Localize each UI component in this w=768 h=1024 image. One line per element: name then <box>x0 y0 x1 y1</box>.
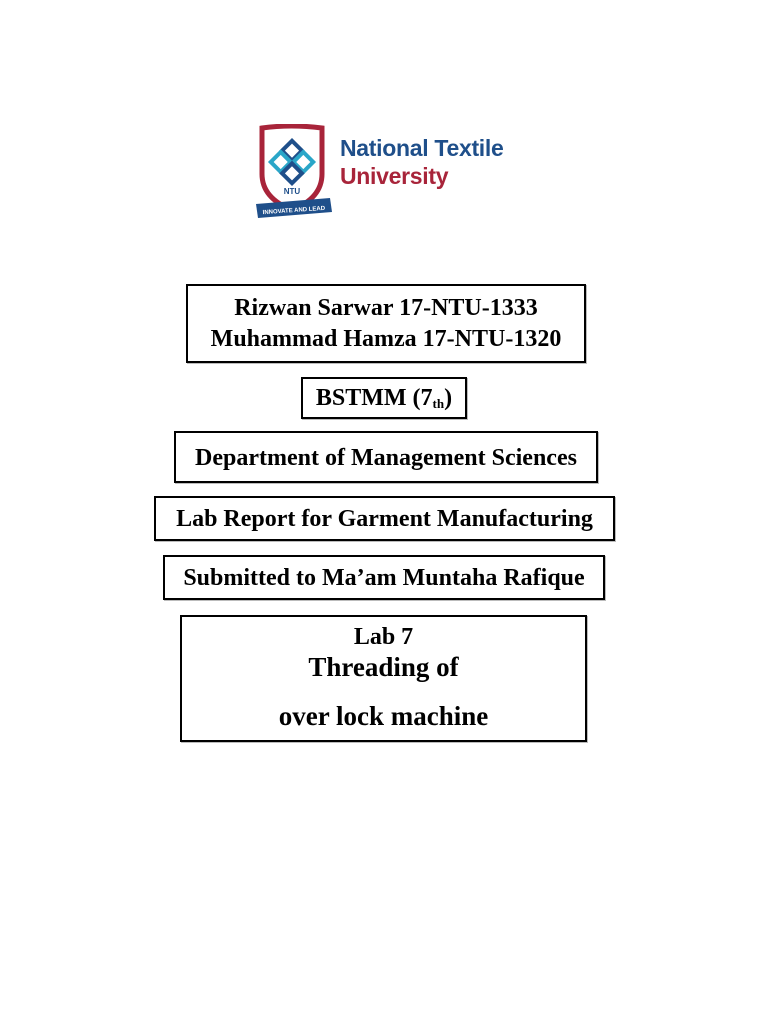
lab-number: Lab 7 <box>353 624 414 650</box>
program-box <box>301 377 467 419</box>
student-name-1: Rizwan Sarwar 17-NTU-1333 <box>234 295 538 321</box>
department-box <box>174 431 598 483</box>
university-logo <box>256 124 516 220</box>
university-name-line1: National Textile <box>340 135 504 161</box>
student-name-2: Muhammad Hamza 17-NTU-1320 <box>210 326 562 352</box>
university-name <box>340 134 503 190</box>
lab-title-line1: Threading of <box>308 652 459 682</box>
submitted-to-box <box>163 555 605 600</box>
ntu-crest-icon <box>256 124 336 220</box>
lab-title-line2: over lock machine <box>278 701 489 731</box>
svg-text:NTU: NTU <box>283 187 301 196</box>
program-close-paren: ) <box>444 385 453 411</box>
report-box <box>154 496 615 541</box>
university-name-line2: University <box>340 163 449 189</box>
department-label: Department of Management Sciences <box>195 445 577 471</box>
program-ordinal-suffix: th <box>432 396 445 411</box>
report-label: Lab Report for Garment Manufacturing <box>176 506 593 532</box>
student-names-box <box>186 284 586 363</box>
svg-text:INNOVATE AND LEAD: INNOVATE AND LEAD <box>262 205 326 217</box>
submitted-to-label: Submitted to Ma’am Muntaha Rafique <box>183 565 585 591</box>
lab-title-box <box>180 615 587 742</box>
program-label: BSTMM (7 <box>315 385 433 411</box>
